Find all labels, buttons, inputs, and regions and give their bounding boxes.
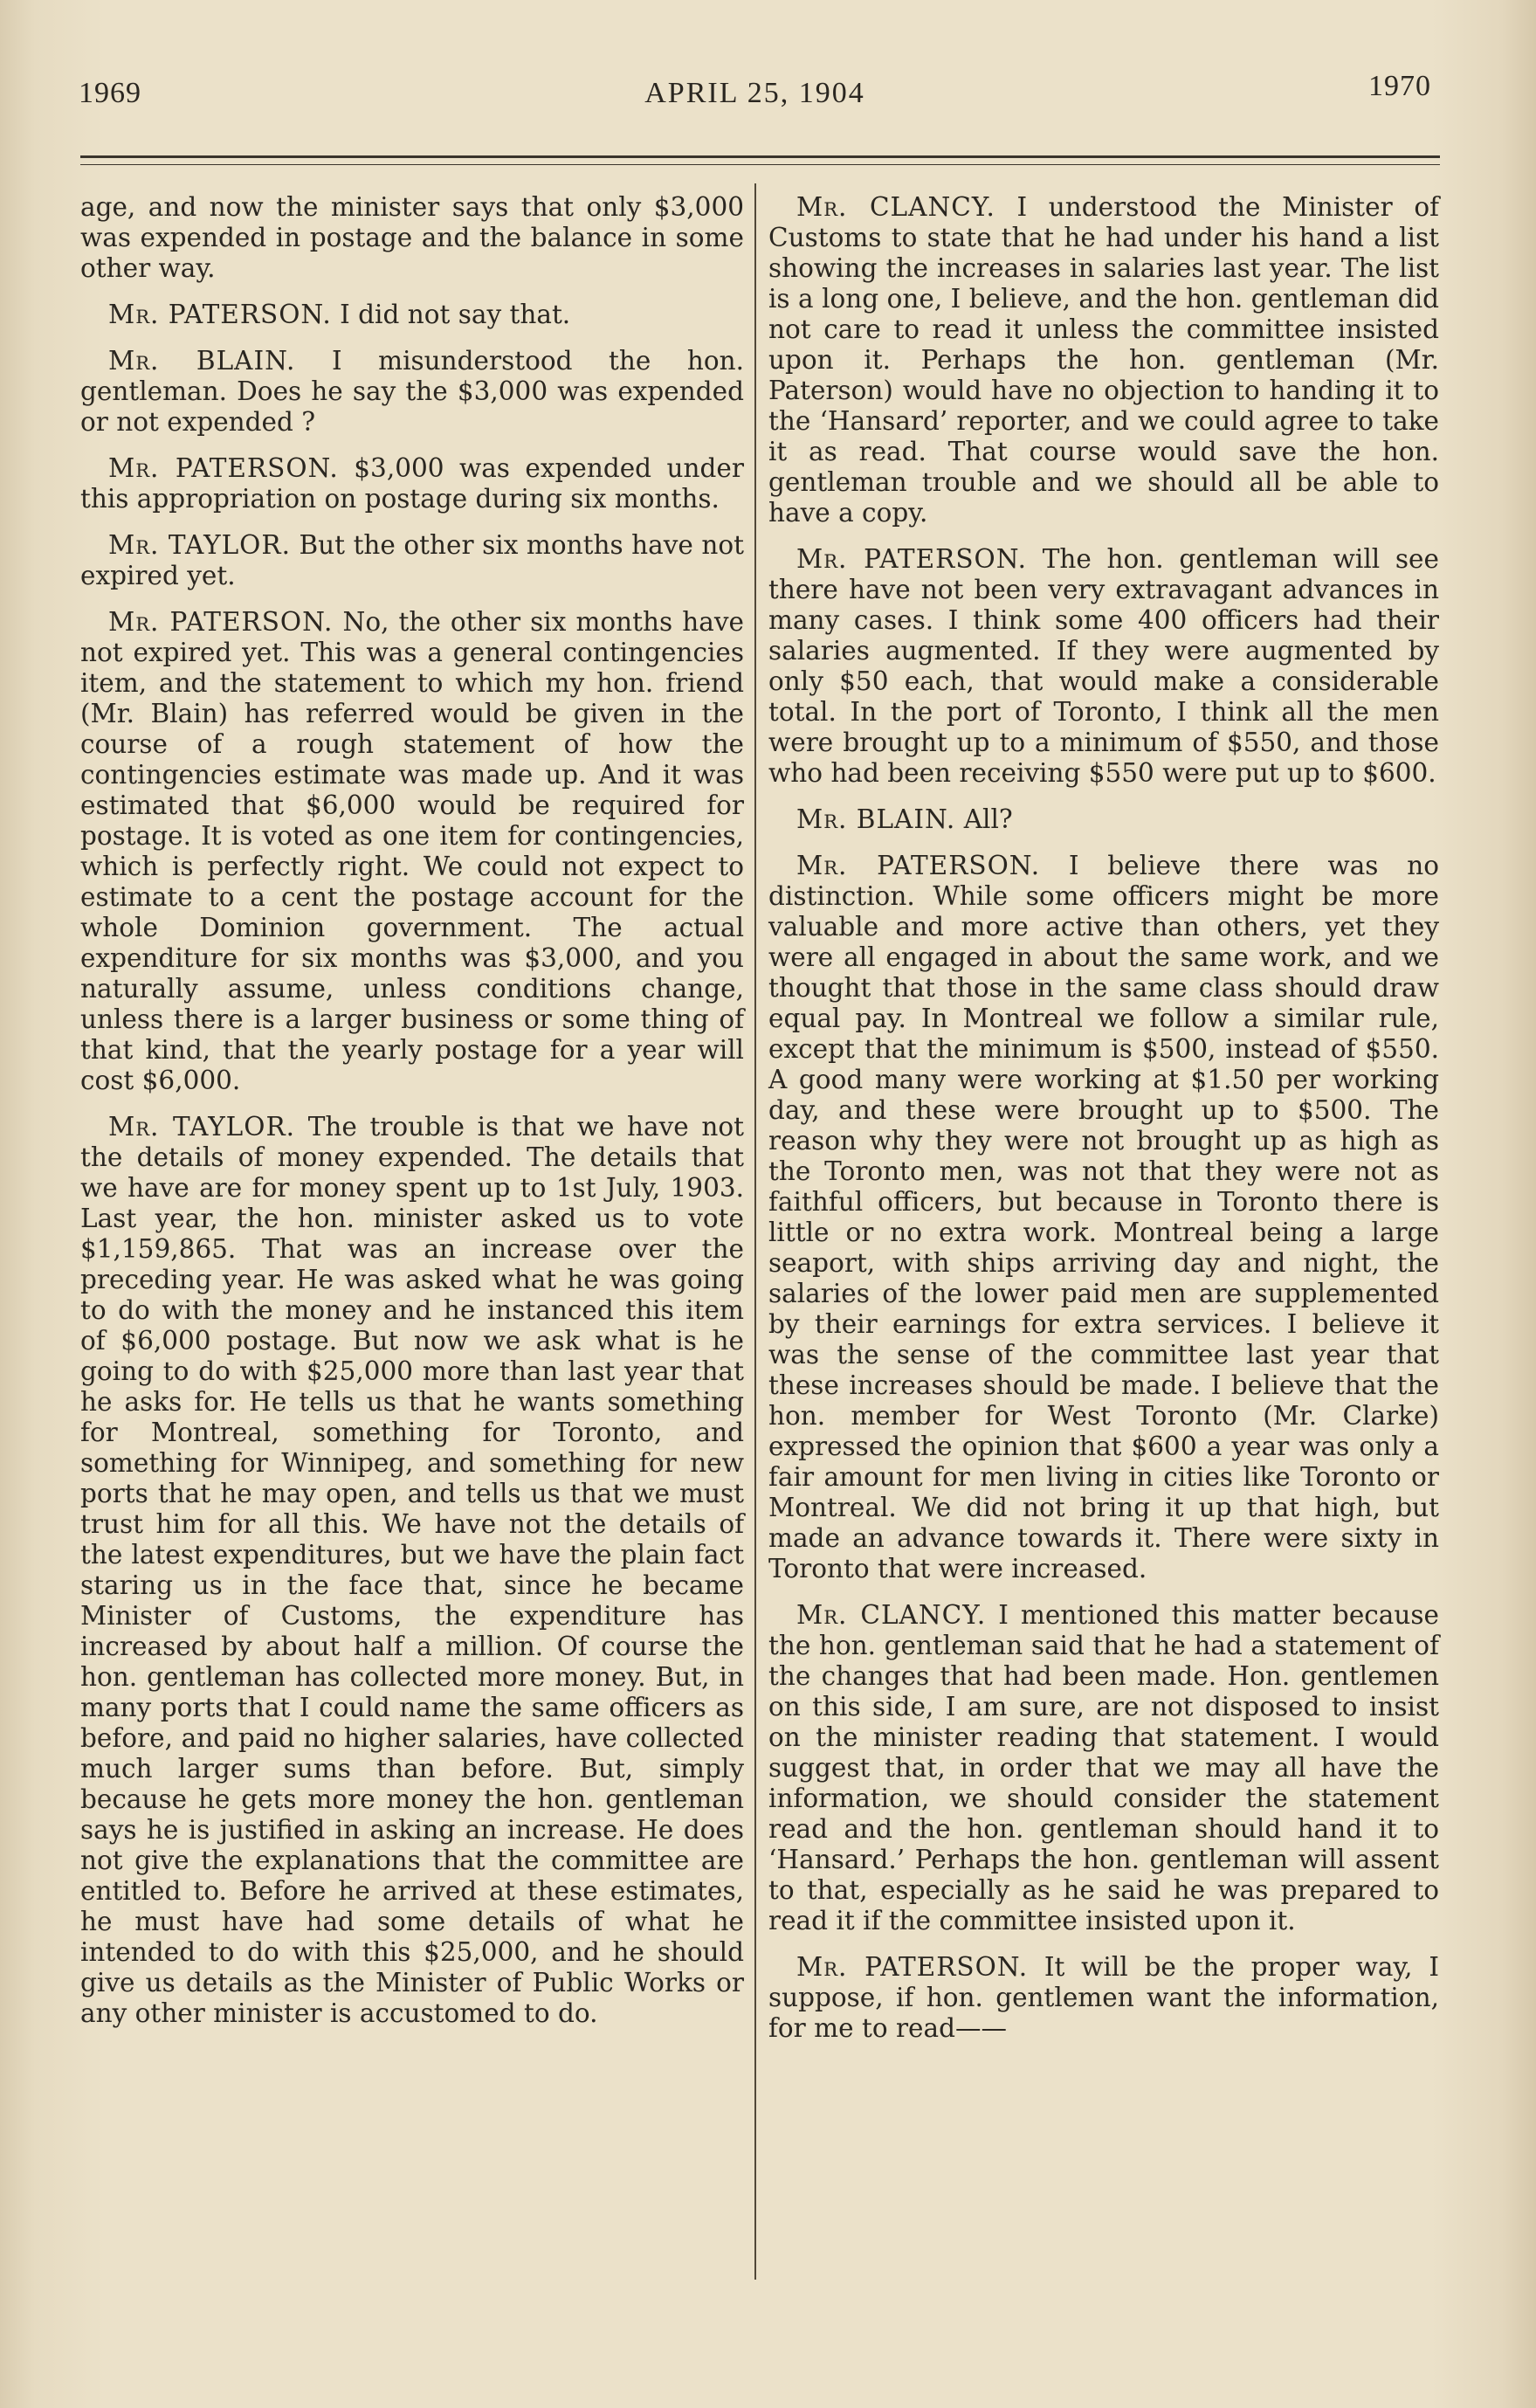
speaker-name: Mr. TAYLOR. <box>108 530 291 560</box>
paragraph <box>80 1112 744 2029</box>
column-divider <box>754 183 756 2280</box>
speaker-name: Mr. PATERSON. <box>796 1952 1029 1982</box>
speaker-name: Mr. PATERSON. <box>796 544 1028 574</box>
paragraph-text: I misunderstood the hon. gentleman. Does he say the $3,000 was expended or not expended ? <box>80 346 744 437</box>
paragraph <box>768 1952 1439 2044</box>
right-column <box>768 192 1439 2060</box>
speaker-name: Mr. PATERSON. <box>108 607 334 637</box>
paragraph <box>768 544 1439 789</box>
paragraph-text: I mentioned this matter because the hon. gentleman said that he had a statement of the changes that had been made. Hon. gentlemen on this side, I am sure, are not disposed to insist on the minister reading that statement. I would suggest that, in order that we may all have the information, we should consider the statement read and the hon. gentleman should hand it to ‘Hansard.’ Perhaps the hon. gentleman will assent to that, especially as he said he was prepared to read it if the committee insisted upon it. <box>768 1600 1439 1935</box>
paragraph <box>80 346 744 438</box>
paragraph-text: No, the other six months have not expired yet. This was a general contingencies item, and the statement to which my hon. friend (Mr. Blain) has referred would be given in the course of a rough statement of how the contingencies estimate was made up. And it was estimated that $6,000 would be required for postage. It is voted as one item for contingencies, which is perfectly right. We could not expect to estimate to a cent the postage account for the whole Dominion government. The actual expenditure for six months was $3,000, and you naturally assume, unless conditions change, unless there is a larger business or some thing of that kind, that the yearly postage for a year will cost $6,000. <box>80 607 744 1095</box>
paragraph <box>768 1600 1439 1936</box>
paragraph-text: The trouble is that we have not the details of money expended. The details that we have are for money spent up to 1st July, 1903. Last year, the hon. minister asked us to vote $1,159,865. That was an increase over the preceding year. He was asked what he was going to do with the money and he instanced this item of $6,000 postage. But now we ask what is he going to do with $25,000 more than last year that he asks for. He tells us that he wants something for Montreal, something for Toronto, and something for Winnipeg, and something for new ports that he may open, and tells us that we must trust him for all this. We have not the details of the latest expenditures, but we have the plain fact staring us in the face that, since he became Minister of Customs, the expenditure has increased by about half a million. Of course the hon. gentleman has collected more money. But, in many ports that I could name the same officers as before, and paid no higher salaries, have collected much larger sums than before. But, simply because he gets more money the hon. gentleman says he is justified in asking an increase. He does not give the explanations that the committee are entitled to. Before he arrived at these estimates, he must have had some details of what he intended to do with this $25,000, and he should give us details as the Minister of Public Works or any other minister is accustomed to do. <box>80 1112 745 2028</box>
paragraph <box>80 192 744 284</box>
left-page-number: 1969 <box>79 77 141 109</box>
speaker-name: Mr. PATERSON. <box>108 453 339 483</box>
speaker-name: Mr. PATERSON. <box>108 300 332 329</box>
paragraph-text: age, and now the minister says that only $3,000 was expended in postage and the balance in some other way. <box>80 192 744 283</box>
paragraph-text: $3,000 was expended under this appropriation on postage during six months. <box>80 453 744 514</box>
paragraph <box>80 530 744 591</box>
header-rule-thick <box>80 155 1440 158</box>
paragraph <box>768 192 1439 528</box>
paragraph-text: All? <box>963 804 1013 834</box>
paragraph-text: It will be the proper way, I suppose, if hon. gentlemen want the information, for me to read—— <box>768 1952 1439 2043</box>
speaker-name: Mr. BLAIN. <box>796 804 956 834</box>
paragraph-text: But the other six months have not expired yet. <box>80 530 745 590</box>
paragraph-text: I did not say that. <box>340 300 571 329</box>
left-column <box>80 192 744 2045</box>
speaker-name: Mr. CLANCY. <box>796 192 995 222</box>
paragraph-text: I believe there was no distinction. While some officers might be more valuable and more active than others, yet they were all engaged in about the same work, and we thought that those in the same class should draw equal pay. In Montreal we follow a similar rule, except that the minimum is $500, instead of $550. A good many were working at $1.50 per working day, and these were brought up to $500. The reason why they were not brought up as high as the Toronto men, was not that they were not as faithful officers, but because in Toronto there is little or no extra work. Montreal being a large seaport, with ships arriving day and night, the salaries of the lower paid men are supplemented by their earnings for extra services. I believe it was the sense of the committee last year that these increases should be made. I believe that the hon. member for West Toronto (Mr. Clarke) expressed the opinion that $600 a year was only a fair amount for men living in cities like Toronto or Montreal. We did not bring it up that high, but made an advance towards it. There were sixty in Toronto that were increased. <box>768 851 1439 1583</box>
paragraph-text: The hon. gentleman will see there have not been very extravagant advances in many cases. I think some 400 officers had their salaries augmented. If they were augmented by only $50 each, that would make a considerable total. In the port of Toronto, I think all the men were brought up to a minimum of $550, and those who had been receiving $550 were put up to $600. <box>768 544 1439 788</box>
speaker-name: Mr. TAYLOR. <box>108 1112 296 1142</box>
speaker-name: Mr. CLANCY. <box>796 1600 987 1630</box>
header-rule-thin <box>80 164 1440 165</box>
paragraph <box>80 607 744 1096</box>
speaker-name: Mr. PATERSON. <box>796 851 1041 880</box>
paragraph <box>80 453 744 514</box>
speaker-name: Mr. BLAIN. <box>108 346 296 376</box>
paragraph <box>768 804 1439 835</box>
right-page-number: 1970 <box>1368 70 1431 102</box>
page-header <box>79 70 1431 129</box>
paragraph <box>768 851 1439 1584</box>
paragraph <box>80 300 744 330</box>
date-heading: APRIL 25, 1904 <box>644 77 865 109</box>
paragraph-text: I understood the Minister of Customs to state that he had under his hand a list showing the increases in salaries last year. The list is a long one, I believe, and the hon. gentleman did not care to read it unless the committee insisted upon it. Perhaps the hon. gentleman (Mr. Paterson) would have no objection to handing it to the ‘Hansard’ reporter, and we could agree to take it as read. That course would save the hon. gentleman trouble and we should all be able to have a copy. <box>768 192 1439 528</box>
